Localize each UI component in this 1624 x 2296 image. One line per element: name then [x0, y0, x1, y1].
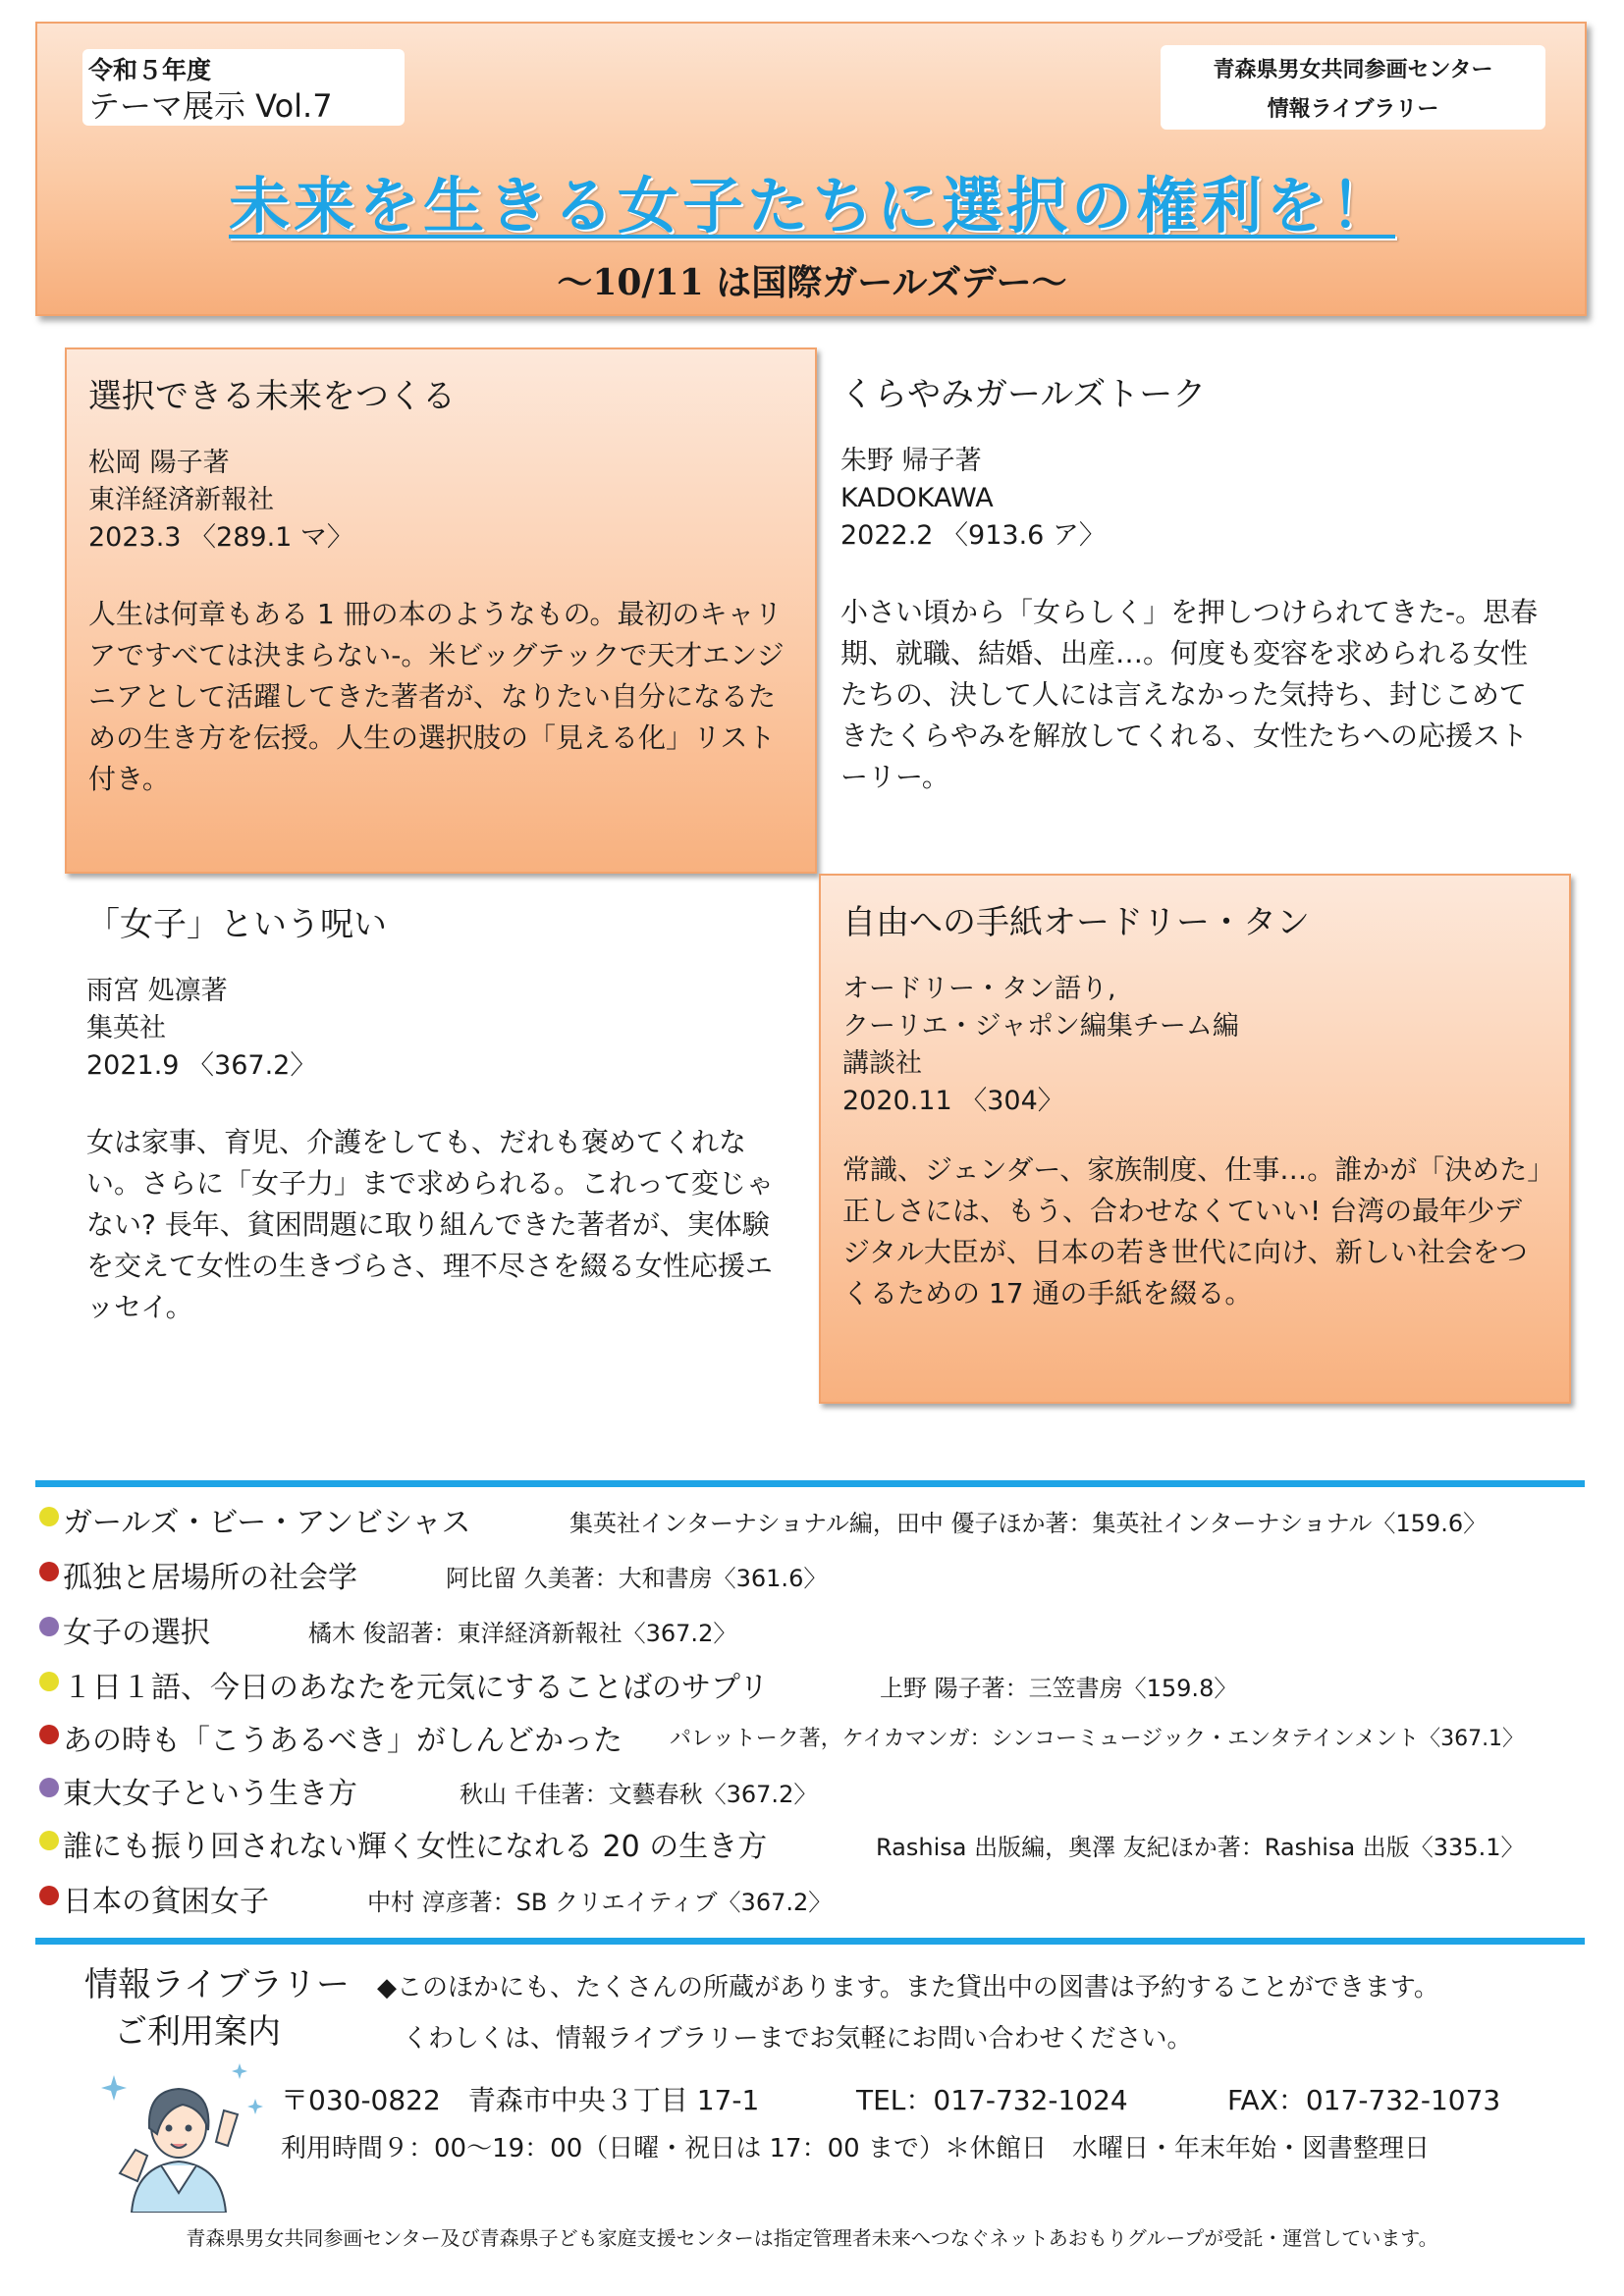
list-book-detail: 集英社インターナショナル編，田中 優子ほか著：集英社インターナショナル〈159.6〉: [569, 1510, 1488, 1537]
book-author: オードリー・タン語り,: [842, 974, 1116, 1004]
book-title: 自由への手紙オードリー・タン: [842, 903, 1310, 942]
opening-hours: 利用時間９：00〜19：00（日曜・祝日は 17：00 まで）＊休館日 水曜日・年末年始・図書整理日: [281, 2134, 1430, 2163]
bullet-dot-icon: [39, 1507, 59, 1526]
bullet-dot-icon: [39, 1778, 59, 1797]
list-book-detail: 阿比留 久美著：大和書房〈361.6〉: [446, 1565, 828, 1592]
book-publisher: 集英社: [86, 1013, 166, 1043]
notice-line-2: くわしくは、情報ライブラリーまでお気軽にお問い合わせください。: [403, 2024, 1193, 2054]
organization-tag: [1161, 45, 1545, 130]
list-book-title: 女子の選択: [63, 1616, 210, 1650]
page-title: 未来を生きる女子たちに選択の権利を！: [228, 170, 1395, 241]
list-book-detail: 秋山 千佳著：文藝春秋〈367.2〉: [460, 1781, 818, 1808]
exhibit-tag: [82, 49, 405, 126]
fiscal-year: 令和５年度: [88, 56, 212, 84]
divider-top: [35, 1480, 1585, 1487]
list-book-detail: 橘木 俊詔著：東洋経済新報社〈367.2〉: [308, 1620, 737, 1647]
library-name: 情報ライブラリー: [1267, 97, 1439, 122]
list-book-title: １日１語、今日のあなたを元気にすることばのサプリ: [63, 1671, 769, 1705]
book-meta: 2022.2 〈913.6 ア〉: [840, 520, 1106, 551]
book-publisher: 東洋経済新報社: [88, 485, 274, 515]
bullet-dot-icon: [39, 1886, 59, 1905]
person-icon: [120, 2089, 238, 2213]
bullet-dot-icon: [39, 1617, 59, 1636]
notice-line: ◆このほかにも、たくさんの所蔵があります。また貸出中の図書は予約することができます。: [377, 1973, 1439, 2002]
page-subtitle: 〜10/11 は国際ガールズデー〜: [557, 262, 1067, 303]
list-book-title: ガールズ・ビー・アンビシャス: [63, 1506, 471, 1540]
list-item: [39, 1663, 1591, 1710]
list-item: [39, 1822, 1591, 1869]
fax-number: FAX：017-732-1073: [1227, 2084, 1501, 2116]
list-book-detail: パレットーク著，ケイカマンガ：シンコーミュージック・エンタテインメント〈367.1〉: [670, 1727, 1525, 1751]
book-publisher: KADOKAWA: [840, 483, 994, 513]
list-book-title: 日本の貧困女子: [63, 1885, 269, 1919]
book-description: 人生は何章もある 1 冊の本のようなもの。最初のキャリアですべては決まらない-。米ビッグテックで天才エンジニアとして活躍してきた著者が、なりたい自分になるための生き方を伝授。人生の選択肢の「見える化」リスト付き。: [88, 598, 785, 795]
bullet-dot-icon: [39, 1672, 59, 1691]
book-author: 雨宮 処凛著: [86, 976, 228, 1006]
book-author: 松岡 陽子著: [88, 448, 230, 478]
list-book-title: 誰にも振り回されない輝く女性になれる 20 の生き方: [63, 1830, 768, 1864]
phone-number: TEL：017-732-1024: [856, 2084, 1128, 2116]
organization-name: 青森県男女共同参画センター: [1213, 58, 1493, 82]
book-card: [65, 874, 817, 1345]
book-title: 「女子」という呪い: [86, 905, 387, 944]
book-meta: 2023.3 〈289.1 マ〉: [88, 522, 353, 553]
list-item: [39, 1608, 1591, 1655]
book-description: 女は家事、育児、介護をしても、だれも褒めてくれない。さらに「女子力」まで求められる。これって変じゃない? 長年、貧困問題に取り組んできた著者が、実体験を交えて女性の生きづらさ、理不尽さを綴る女性応援エッセイ。: [86, 1126, 775, 1323]
exhibit-series: テーマ展示 Vol.7: [88, 87, 333, 125]
list-book-detail: 上野 陽子著：三笠書房〈159.8〉: [880, 1675, 1238, 1702]
book-author-2: クーリエ・ジャポン編集チーム編: [842, 1011, 1239, 1041]
list-book-detail: 中村 淳彦著：SB クリエイティブ〈367.2〉: [367, 1889, 833, 1916]
book-description: 常識、ジェンダー、家族制度、仕事…。誰かが「決めた」正しさには、もう、合わせなくていい! 台湾の最年少デジタル大臣が、日本の若き世代に向け、新しい社会をつくるための 17 通の手紙を綴る。: [842, 1153, 1542, 1309]
list-item: [39, 1498, 1591, 1545]
book-title: 選択できる未来をつくる: [88, 377, 456, 416]
bullet-dot-icon: [39, 1725, 59, 1744]
list-item: [39, 1553, 1591, 1600]
bullet-dot-icon: [39, 1831, 59, 1850]
list-item: [39, 1769, 1591, 1816]
list-item: [39, 1877, 1591, 1924]
book-meta: 2021.9 〈367.2〉: [86, 1050, 317, 1081]
book-title: くらやみガールズトーク: [840, 375, 1207, 414]
book-author: 朱野 帰子著: [840, 446, 982, 476]
book-meta: 2020.11 〈304〉: [842, 1086, 1064, 1116]
list-item: [39, 1716, 1591, 1763]
book-description: 小さい頃から「女らしく」を押しつけられてきた-。思春期、就職、結婚、出産…。何度も変容を求められる女性たちの、決して人には言えなかった気持ち、封じこめてきたくらやみを解放してくれる、女性たちへの応援ストーリー。: [840, 596, 1539, 793]
list-book-title: 東大女子という生き方: [63, 1777, 357, 1811]
list-book-detail: Rashisa 出版編，奥澤 友紀ほか著：Rashisa 出版〈335.1〉: [876, 1834, 1525, 1861]
book-publisher: 講談社: [842, 1048, 922, 1079]
list-book-title: 孤独と居場所の社会学: [63, 1561, 357, 1595]
book-card: [819, 874, 1571, 1404]
library-guide-title: 情報ライブラリー ご利用案内: [84, 1965, 350, 2052]
address: 〒030-0822 青森市中央３丁目 17-1: [281, 2084, 760, 2116]
librarian-illustration: [92, 2056, 269, 2213]
divider-bottom: [35, 1938, 1585, 1945]
list-book-title: あの時も「こうあるべき」がしんどかった: [63, 1724, 623, 1758]
book-card: [65, 347, 817, 874]
bullet-dot-icon: [39, 1562, 59, 1581]
book-card: [819, 347, 1571, 838]
management-footnote: 青森県男女共同参画センター及び青森県子ども家庭支援センターは指定管理者未来へつなぐネットあおもりグループが受託・運営しています。: [186, 2226, 1438, 2250]
